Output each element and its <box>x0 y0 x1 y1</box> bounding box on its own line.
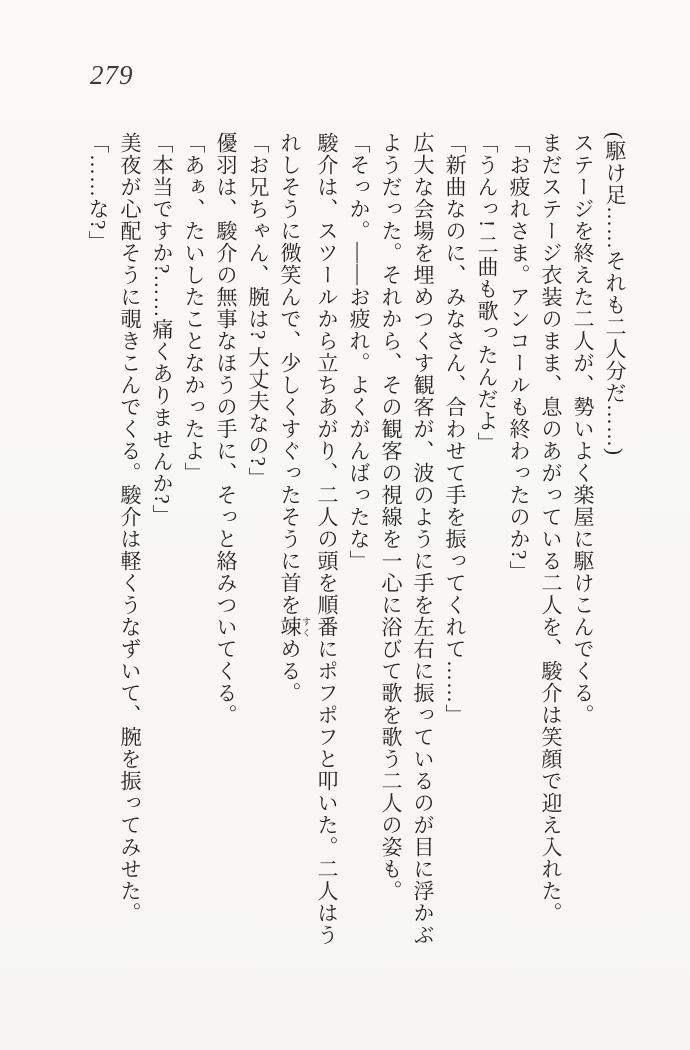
text-line: 「そっか。――お疲れ。よくがんばったな」 <box>347 132 371 572</box>
text-line: 「お疲れさま。アンコールも終わったのか?」 <box>507 132 531 583</box>
text-line: 「本当ですか?……痛くありませんか?」 <box>150 132 174 527</box>
text-line: 「お兄ちゃん、腕は? 大丈夫なの?」 <box>246 132 270 489</box>
text-line: (駆け足……それも二人分だ……) <box>603 132 627 456</box>
text-line: 駿介は、スツールから立ちあがり、二人の頭を順番にポフポフと叩いた。二人はう <box>315 132 339 946</box>
text-line: 美夜が心配そうに覗きこんでくる。駿介は軽くうなずいて、腕を振ってみせた。 <box>118 132 142 924</box>
text-line: 広大な会場を埋めつくす観客が、波のように手を左右に振っているのが目に浮かぶ <box>411 132 435 946</box>
text-line: れしそうに微笑んで、少しくすぐったそうに首を竦 すくめる。 <box>278 132 311 704</box>
text-line: 「あぁ、たいしたことなかったよ」 <box>182 132 206 484</box>
text-line: ステージを終えた二人が、勢いよく楽屋に駆けこんでくる。 <box>571 132 595 726</box>
text-line: まだステージ衣装のまま、息のあがっている二人を、駿介は笑顔で迎え入れた。 <box>539 132 563 924</box>
text-columns <box>82 132 631 962</box>
text-line: 優羽は、駿介の無事なほうの手に、そっと絡みついてくる。 <box>214 132 238 726</box>
text-line: ようだった。それから、その観客の視線を一心に浴びて歌を歌う二人の姿も。 <box>379 132 403 902</box>
text-line: 「新曲なのに、みなさん、合わせて手を振ってくれて……」 <box>443 132 467 726</box>
text-line: 「……な?」 <box>86 132 110 253</box>
page-number: 279 <box>90 60 134 90</box>
furigana-ruby: 竦 すく <box>278 616 311 638</box>
text-line: 「うんっ! 二曲も歌ったんだよ」 <box>475 132 499 455</box>
